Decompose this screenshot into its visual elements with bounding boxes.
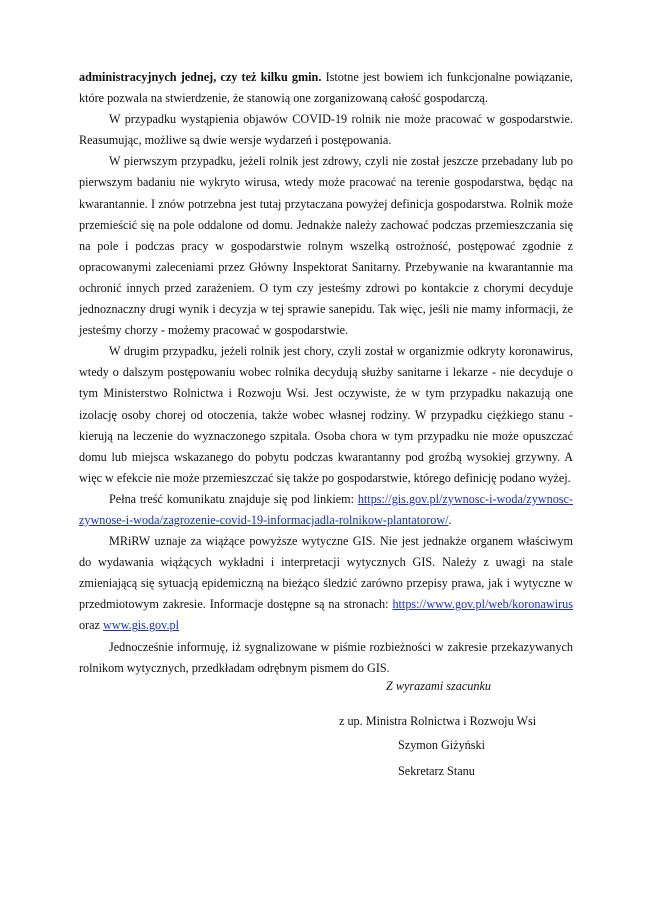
paragraph-6-text: MRiRW uznaje za wiążące powyższe wytyczne GIS. Nie jest jednakże organem właściwym do wydawania wiążących wykładni i interpretacji wytycznych GIS. Należy z uwagi na stale zmieniającą się sytuacją epidemiczną na bieżąco śledzić zarówno przepisy prawa, jak i wytyczne w przedmiotowym zakresie. Informacje dostępne są na stronach: [79, 534, 573, 612]
gis-guidelines-link[interactable]: https://gis.gov.pl/zywnosc-i-woda/zywnosc-zywnose-i-woda/zagrozenie-covid-19-informacjadla-rolnikow-plantatorow/ [79, 491, 573, 527]
paragraph-5-text: Pełna treść komunikatu znajduje się pod linkiem: [109, 491, 358, 506]
salutation: Z wyrazami szacunku [386, 679, 491, 693]
letter-body [79, 67, 573, 679]
paragraph-2: W przypadku wystąpienia objawów COVID-19 rolnik nie może pracować w gospodarstwie. Reasumując, możliwe są dwie wersje wydarzeń i postępowania. [79, 112, 573, 148]
signatory-position: Sekretarz Stanu [398, 764, 475, 778]
paragraph-1 [79, 67, 573, 109]
paragraph-1-bold: administracyjnych jednej, czy też kilku gmin. [79, 70, 322, 84]
paragraph-5-end: . [448, 512, 452, 527]
paragraph-6 [79, 531, 573, 636]
on-behalf-line: z up. Ministra Rolnictwa i Rozwoju Wsi [339, 714, 537, 728]
paragraph-1-text: Istotne jest bowiem ich funkcjonalne powiązanie, które pozwala na stwierdzenie, że stanowią one zorganizowaną całość gospodarczą. [79, 70, 573, 106]
signatory-name: Szymon Giżyński [398, 738, 486, 752]
gis-website-link[interactable]: www.gis.gov.pl [103, 618, 179, 633]
paragraph-3: W pierwszym przypadku, jeżeli rolnik jest zdrowy, czyli nie został jeszcze przebadany lub po pierwszym badaniu nie wykryto wirusa, wtedy może pracować na terenie gospodarstwa, będąc na kwarantannie. I znów potrzebna jest tutaj przytaczana powyżej definicja gospodarstwa. Rolnik może przemieścić się na pole oddalone od domu. Jednakże należy zachować podczas przemieszczania się na pole i podczas pracy w gospodarstwie rolnym wszelką ostrożność, postępować zgodnie z opracowanymi zaleceniami przez Główny Inspektorat Sanitarny. Przebywanie na kwarantannie ma ochronić innych przed zarażeniem. O tym czy jesteśmy zdrowi po kontakcie z chorymi decyduje jednoznaczny drugi wynik i decyzja w tej sprawie sanepidu. Tak więc, jeśli nie mamy informacji, że jesteśmy chorzy - możemy pracować w gospodarstwie. [79, 154, 573, 338]
gov-koronawirus-link[interactable]: https://www.gov.pl/web/koronawirus [392, 597, 573, 612]
paragraph-6-middle: oraz [79, 618, 104, 633]
paragraph-5 [79, 489, 573, 531]
paragraph-4: W drugim przypadku, jeżeli rolnik jest chory, czyli został w organizmie odkryty koronawirus, wtedy o dalszym postępowaniu wobec rolnika decydują służby sanitarne i lekarze - nie decyduje o tym Ministerstwo Rolnictwa i Rozwoju Wsi. Jest oczywiste, że w tym przypadku nakazują one izolację osoby chorej od otoczenia, także wobec własnej rodziny. W przypadku ciężkiego stanu - kierują na leczenie do wyznaczonego szpitala. Osoba chora w tym przypadku nie może opuszczać domu lub miejsca wskazanego do pobytu podczas kwarantanny pod groźbą wysokiej grzywny. A więc w efekcie nie może przemieszczać się także po gospodarstwie, którego definicję podano wyżej. [79, 344, 573, 485]
paragraph-7: Jednocześnie informuję, iż sygnalizowane w piśmie rozbieżności w zakresie przekazywanych rolnikom wytycznych, przedkładam odrębnym pismem do GIS. [79, 639, 573, 675]
